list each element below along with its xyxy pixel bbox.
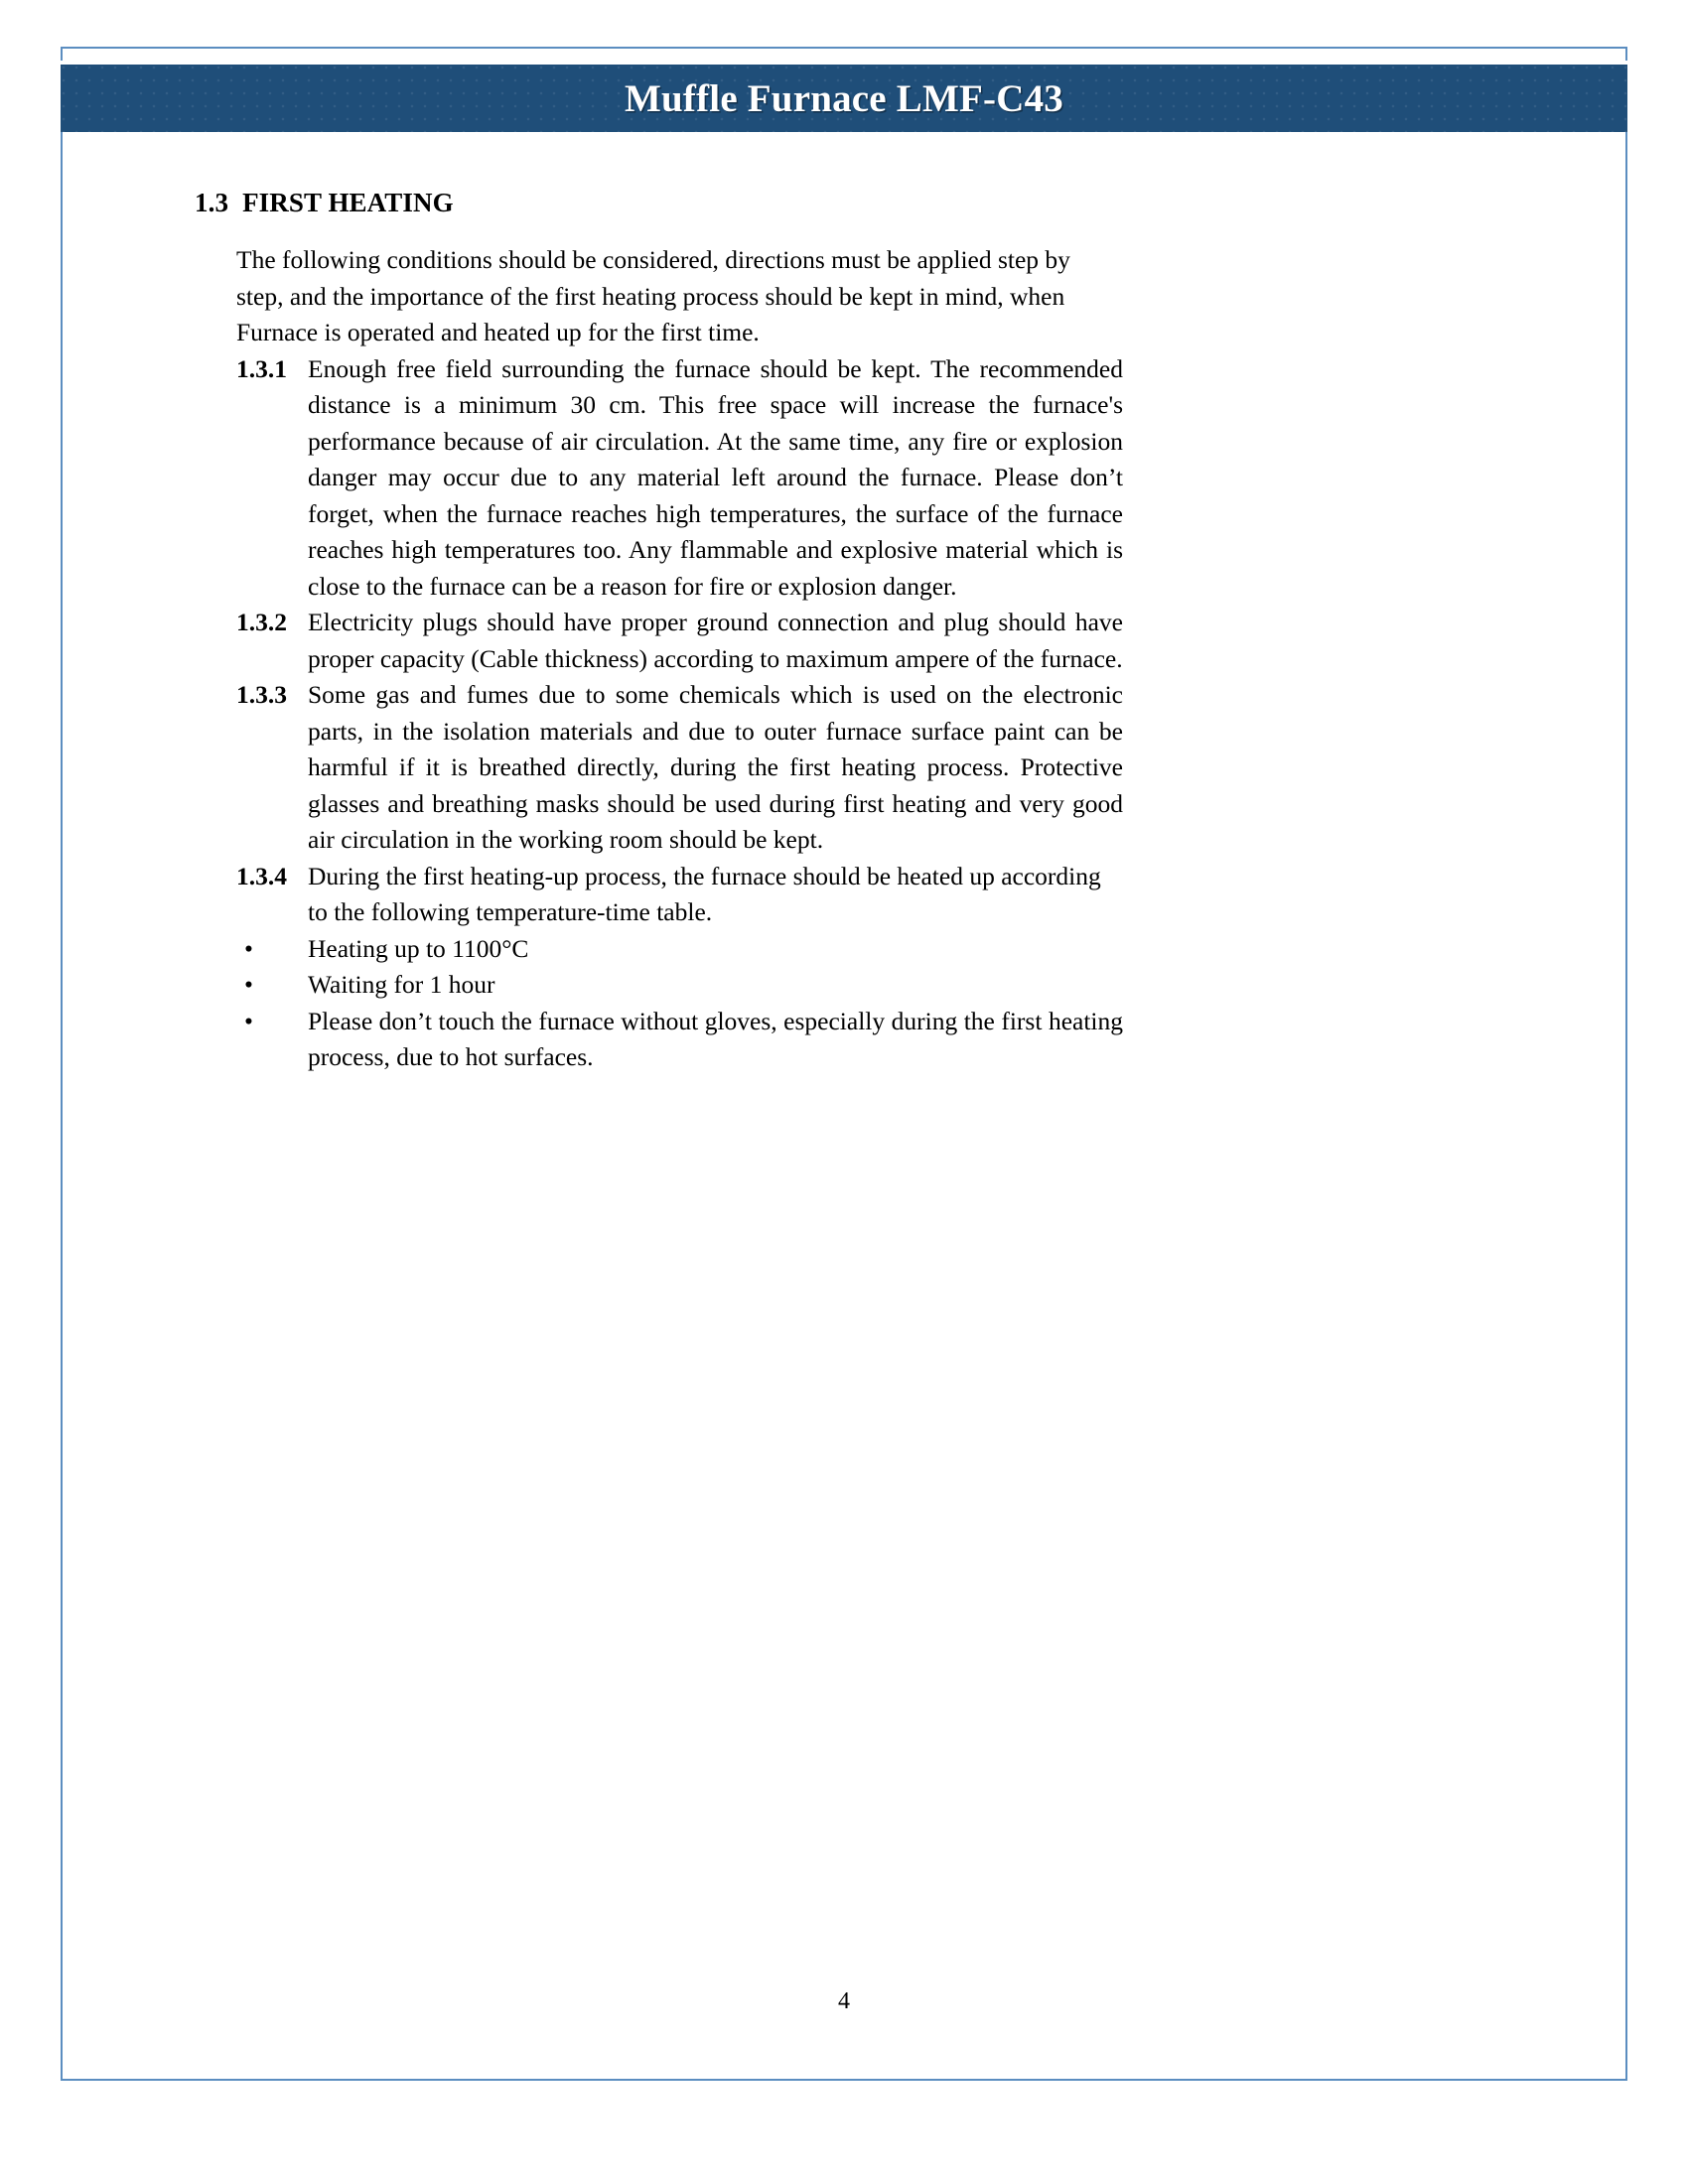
bullet-text: Heating up to 1100°C xyxy=(308,933,529,963)
list-item xyxy=(236,967,1123,1004)
item-text: Electricity plugs should have proper ground connection and plug should have proper capacity (Cable thickness) according to maximum ampere of the furnace. xyxy=(308,608,1123,673)
item-text: Enough free field surrounding the furnace should be kept. The recommended distance is a minimum 30 cm. This free space will increase the furnace's performance because of air circulation. At the same time, any fire or explosion danger may occur due to any material left around the furnace. Please don’t forget, when the furnace reaches high temperatures, the surface of the furnace reaches high temperatures too. Any flammable and explosive material which is close to the furnace can be a reason for fire or explosion danger. xyxy=(308,353,1123,601)
list-item xyxy=(236,931,1123,968)
item-text: Some gas and fumes due to some chemicals which is used on the electronic parts, in the isolation materials and due to outer furnace surface paint can be harmful if it is breathed directly, during the first heating process. Protective glasses and breathing masks should be used during first heating and very good air circulation in the working room should be kept. xyxy=(308,680,1123,854)
list-item xyxy=(236,605,1123,677)
section-title: FIRST HEATING xyxy=(242,188,454,217)
item-marker: 1.3.1 xyxy=(236,353,287,383)
item-marker: 1.3.2 xyxy=(236,608,287,636)
page-title: Muffle Furnace LMF-C43 xyxy=(625,76,1063,120)
item-marker: 1.3.4 xyxy=(236,861,287,890)
bullet-icon: • xyxy=(244,970,253,999)
list-item xyxy=(236,859,1123,931)
document-header-band xyxy=(61,61,1627,132)
item-text: During the first heating-up process, the furnace should be heated up according to the following temperature-time table. xyxy=(308,861,1101,926)
bullet-icon: • xyxy=(244,933,253,963)
numbered-list xyxy=(236,351,1123,931)
section-heading xyxy=(195,188,454,218)
page-content xyxy=(61,132,1627,2081)
list-item xyxy=(236,1004,1123,1076)
bullet-text: Waiting for 1 hour xyxy=(308,970,495,999)
item-marker: 1.3.3 xyxy=(236,680,287,709)
bullet-list xyxy=(236,931,1123,1076)
body-block xyxy=(236,242,1123,1076)
intro-paragraph: The following conditions should be considered, directions must be applied step by step, and the importance of the first heating process should be kept in mind, when Furnace is operated and heated up for the first time. xyxy=(236,245,1070,346)
bullet-icon: • xyxy=(244,1006,253,1035)
list-item xyxy=(236,677,1123,859)
page-number: 4 xyxy=(838,1988,850,2014)
section-number: 1.3 xyxy=(195,188,229,217)
bullet-text: Please don’t touch the furnace without gloves, especially during the first heating process, due to hot surfaces. xyxy=(308,1006,1123,1071)
list-item xyxy=(236,351,1123,606)
